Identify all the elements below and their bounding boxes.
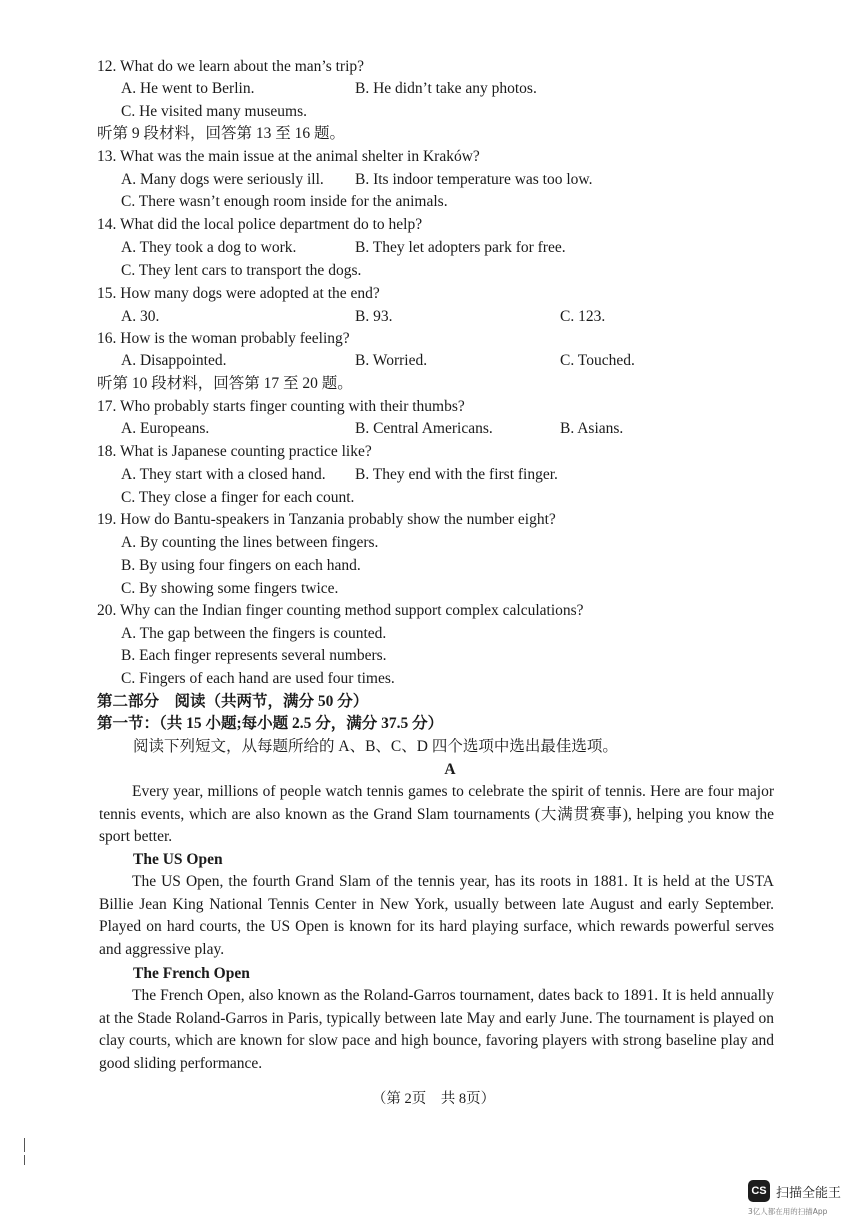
section-9-instruction: 听第 9 段材料，回答第 13 至 16 题。 — [97, 125, 346, 142]
passage-label: A — [444, 761, 456, 778]
question-19-option-b: B. By using four fingers on each hand. — [121, 557, 361, 574]
question-18-option-b: B. They end with the first finger. — [355, 466, 558, 483]
question-14-option-b: B. They let adopters park for free. — [355, 239, 566, 256]
section-heading-us-open: The US Open — [133, 851, 223, 868]
question-14-option-c: C. They lent cars to transport the dogs. — [121, 262, 362, 279]
question-20-option-b: B. Each finger represents several numbers. — [121, 647, 387, 664]
question-20-option-a: A. The gap between the fingers is counted. — [121, 625, 387, 642]
question-12-stem: 12. What do we learn about the man’s trip? — [97, 58, 365, 75]
section-10-instruction: 听第 10 段材料，回答第 17 至 20 题。 — [97, 375, 353, 392]
scanner-tagline: 3亿人都在用的扫描App — [748, 1207, 828, 1216]
question-15-option-c: C. 123. — [560, 308, 606, 325]
question-18-option-c: C. They close a finger for each count. — [121, 489, 355, 506]
question-15-option-b: B. 93. — [355, 308, 393, 325]
scanner-watermark — [748, 1180, 841, 1202]
section-heading-french-open: The French Open — [133, 965, 250, 982]
question-20-option-c: C. Fingers of each hand are used four times. — [121, 670, 395, 687]
question-14-stem: 14. What did the local police department do to help? — [97, 216, 423, 233]
question-16-option-a: A. Disappointed. — [121, 352, 227, 369]
question-18-stem: 18. What is Japanese counting practice like? — [97, 443, 372, 460]
binding-mark — [24, 1138, 25, 1152]
question-12-option-c: C. He visited many museums. — [121, 103, 307, 120]
question-17-option-a: A. Europeans. — [121, 420, 210, 437]
page-number: （第 2页 共 8页） — [371, 1091, 496, 1107]
part-2-section-1-title: 第一节：（共 15 小题;每小题 2.5 分，满分 37.5 分） — [97, 715, 444, 732]
passage-intro: Every year, millions of people watch tennis games to celebrate the spirit of tennis. Here are four major tennis events, which are also known as the Grand Slam tournaments (大满贯赛事), helping you know the sport better. — [99, 783, 774, 846]
part-2-title: 第二部分 阅读（共两节，满分 50 分） — [97, 693, 369, 710]
section-text-us-open: The US Open, the fourth Grand Slam of the tennis year, has its roots in 1881. It is held at the USTA Billie Jean King National Tennis Center in New York, usually between late August and early September. Played on hard courts, the US Open is known for its hard playing surface, which rewards powerful serves and aggressive play. — [99, 873, 774, 959]
question-17-stem: 17. Who probably starts finger counting with their thumbs? — [97, 398, 465, 415]
question-13-option-c: C. There wasn’t enough room inside for the animals. — [121, 193, 448, 210]
question-13-stem: 13. What was the main issue at the animal shelter in Kraków? — [97, 148, 480, 165]
question-17-option-c: B. Asians. — [560, 420, 624, 437]
question-13-option-b: B. Its indoor temperature was too low. — [355, 171, 593, 188]
reading-directions: 阅读下列短文，从每题所给的 A、B、C、D 四个选项中选出最佳选项。 — [133, 738, 618, 755]
question-19-stem: 19. How do Bantu-speakers in Tanzania probably show the number eight? — [97, 511, 556, 528]
question-12-option-b: B. He didn’t take any photos. — [355, 80, 537, 97]
question-16-option-c: C. Touched. — [560, 352, 635, 369]
question-12-option-a: A. He went to Berlin. — [121, 80, 255, 97]
camscanner-logo-icon: CS — [748, 1180, 770, 1202]
binding-mark — [24, 1155, 25, 1165]
question-15-stem: 15. How many dogs were adopted at the end? — [97, 285, 380, 302]
question-16-stem: 16. How is the woman probably feeling? — [97, 330, 350, 347]
question-14-option-a: A. They took a dog to work. — [121, 239, 297, 256]
section-text-french-open: The French Open, also known as the Roland-Garros tournament, dates back to 1891. It is held annually at the Stade Roland-Garros in Paris, typically between late May and early June. The tournament is played on clay courts, which are known for slow pace and high bounce, favoring players with strong baseline play and good sliding performance. — [99, 987, 774, 1073]
question-16-option-b: B. Worried. — [355, 352, 428, 369]
question-19-option-a: A. By counting the lines between fingers. — [121, 534, 379, 551]
scanner-brand-name: 扫描全能王 — [776, 1185, 842, 1201]
question-18-option-a: A. They start with a closed hand. — [121, 466, 326, 483]
question-17-option-b: B. Central Americans. — [355, 420, 493, 437]
question-19-option-c: C. By showing some fingers twice. — [121, 580, 339, 597]
question-15-option-a: A. 30. — [121, 308, 160, 325]
question-13-option-a: A. Many dogs were seriously ill. — [121, 171, 324, 188]
question-20-stem: 20. Why can the Indian finger counting method support complex calculations? — [97, 602, 584, 619]
